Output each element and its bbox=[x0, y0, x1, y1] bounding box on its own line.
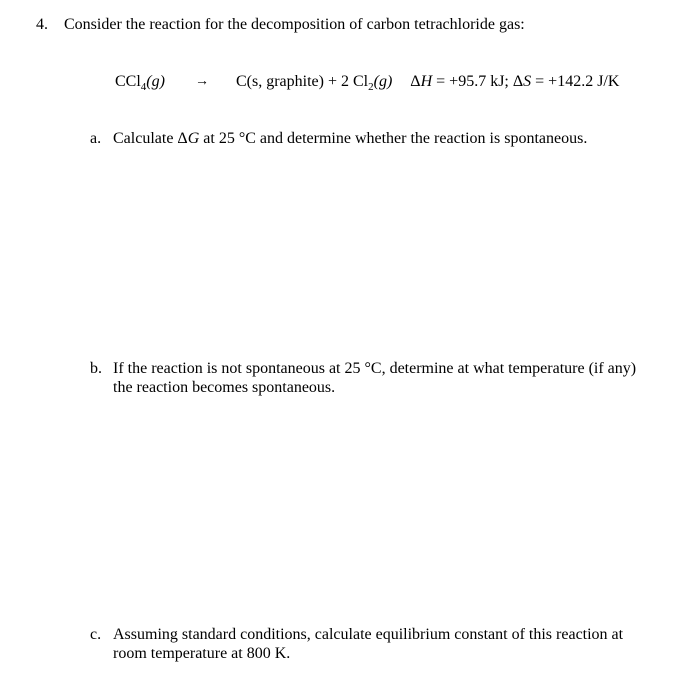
part-a-text-before: Calculate Δ bbox=[113, 130, 188, 147]
product-phase: (g) bbox=[373, 73, 393, 90]
entropy-delta: Δ bbox=[512, 73, 524, 90]
reaction-products bbox=[236, 72, 619, 97]
part-a-text bbox=[113, 129, 587, 148]
part-a-symbol: G bbox=[187, 130, 200, 147]
part-a-text-after: at 25 °C and determine whether the reaction is spontaneous. bbox=[199, 130, 588, 147]
reactant-formula: CCl bbox=[115, 73, 141, 90]
enthalpy-value: = +95.7 kJ; bbox=[432, 73, 513, 90]
reactant-subscript: 4 bbox=[140, 81, 147, 94]
part-c-line2: room temperature at 800 K. bbox=[113, 645, 291, 662]
entropy-value: = +142.2 J/K bbox=[531, 73, 620, 90]
part-b-line1: If the reaction is not spontaneous at 25 °C, determine at what temperature (if any) bbox=[113, 360, 637, 377]
question-number: 4. bbox=[36, 16, 48, 33]
reaction-arrow-icon: → bbox=[195, 74, 209, 89]
part-b-label: b. bbox=[90, 360, 102, 377]
enthalpy-symbol: H bbox=[420, 73, 433, 90]
product-formula: C(s, graphite) + 2 Cl bbox=[236, 73, 369, 90]
part-c-label: c. bbox=[90, 626, 102, 643]
entropy-symbol: S bbox=[523, 73, 532, 90]
question-title: Consider the reaction for the decomposition of carbon tetrachloride gas: bbox=[64, 16, 525, 33]
part-c-line1: Assuming standard conditions, calculate equilibrium constant of this reaction at bbox=[113, 626, 624, 643]
part-b-line2: the reaction becomes spontaneous. bbox=[113, 379, 336, 396]
reactant-phase: (g) bbox=[146, 73, 165, 90]
reaction-reactant bbox=[115, 72, 165, 97]
enthalpy-delta: Δ bbox=[410, 73, 421, 90]
product-subscript: 2 bbox=[368, 81, 374, 94]
part-a-label: a. bbox=[90, 130, 102, 147]
